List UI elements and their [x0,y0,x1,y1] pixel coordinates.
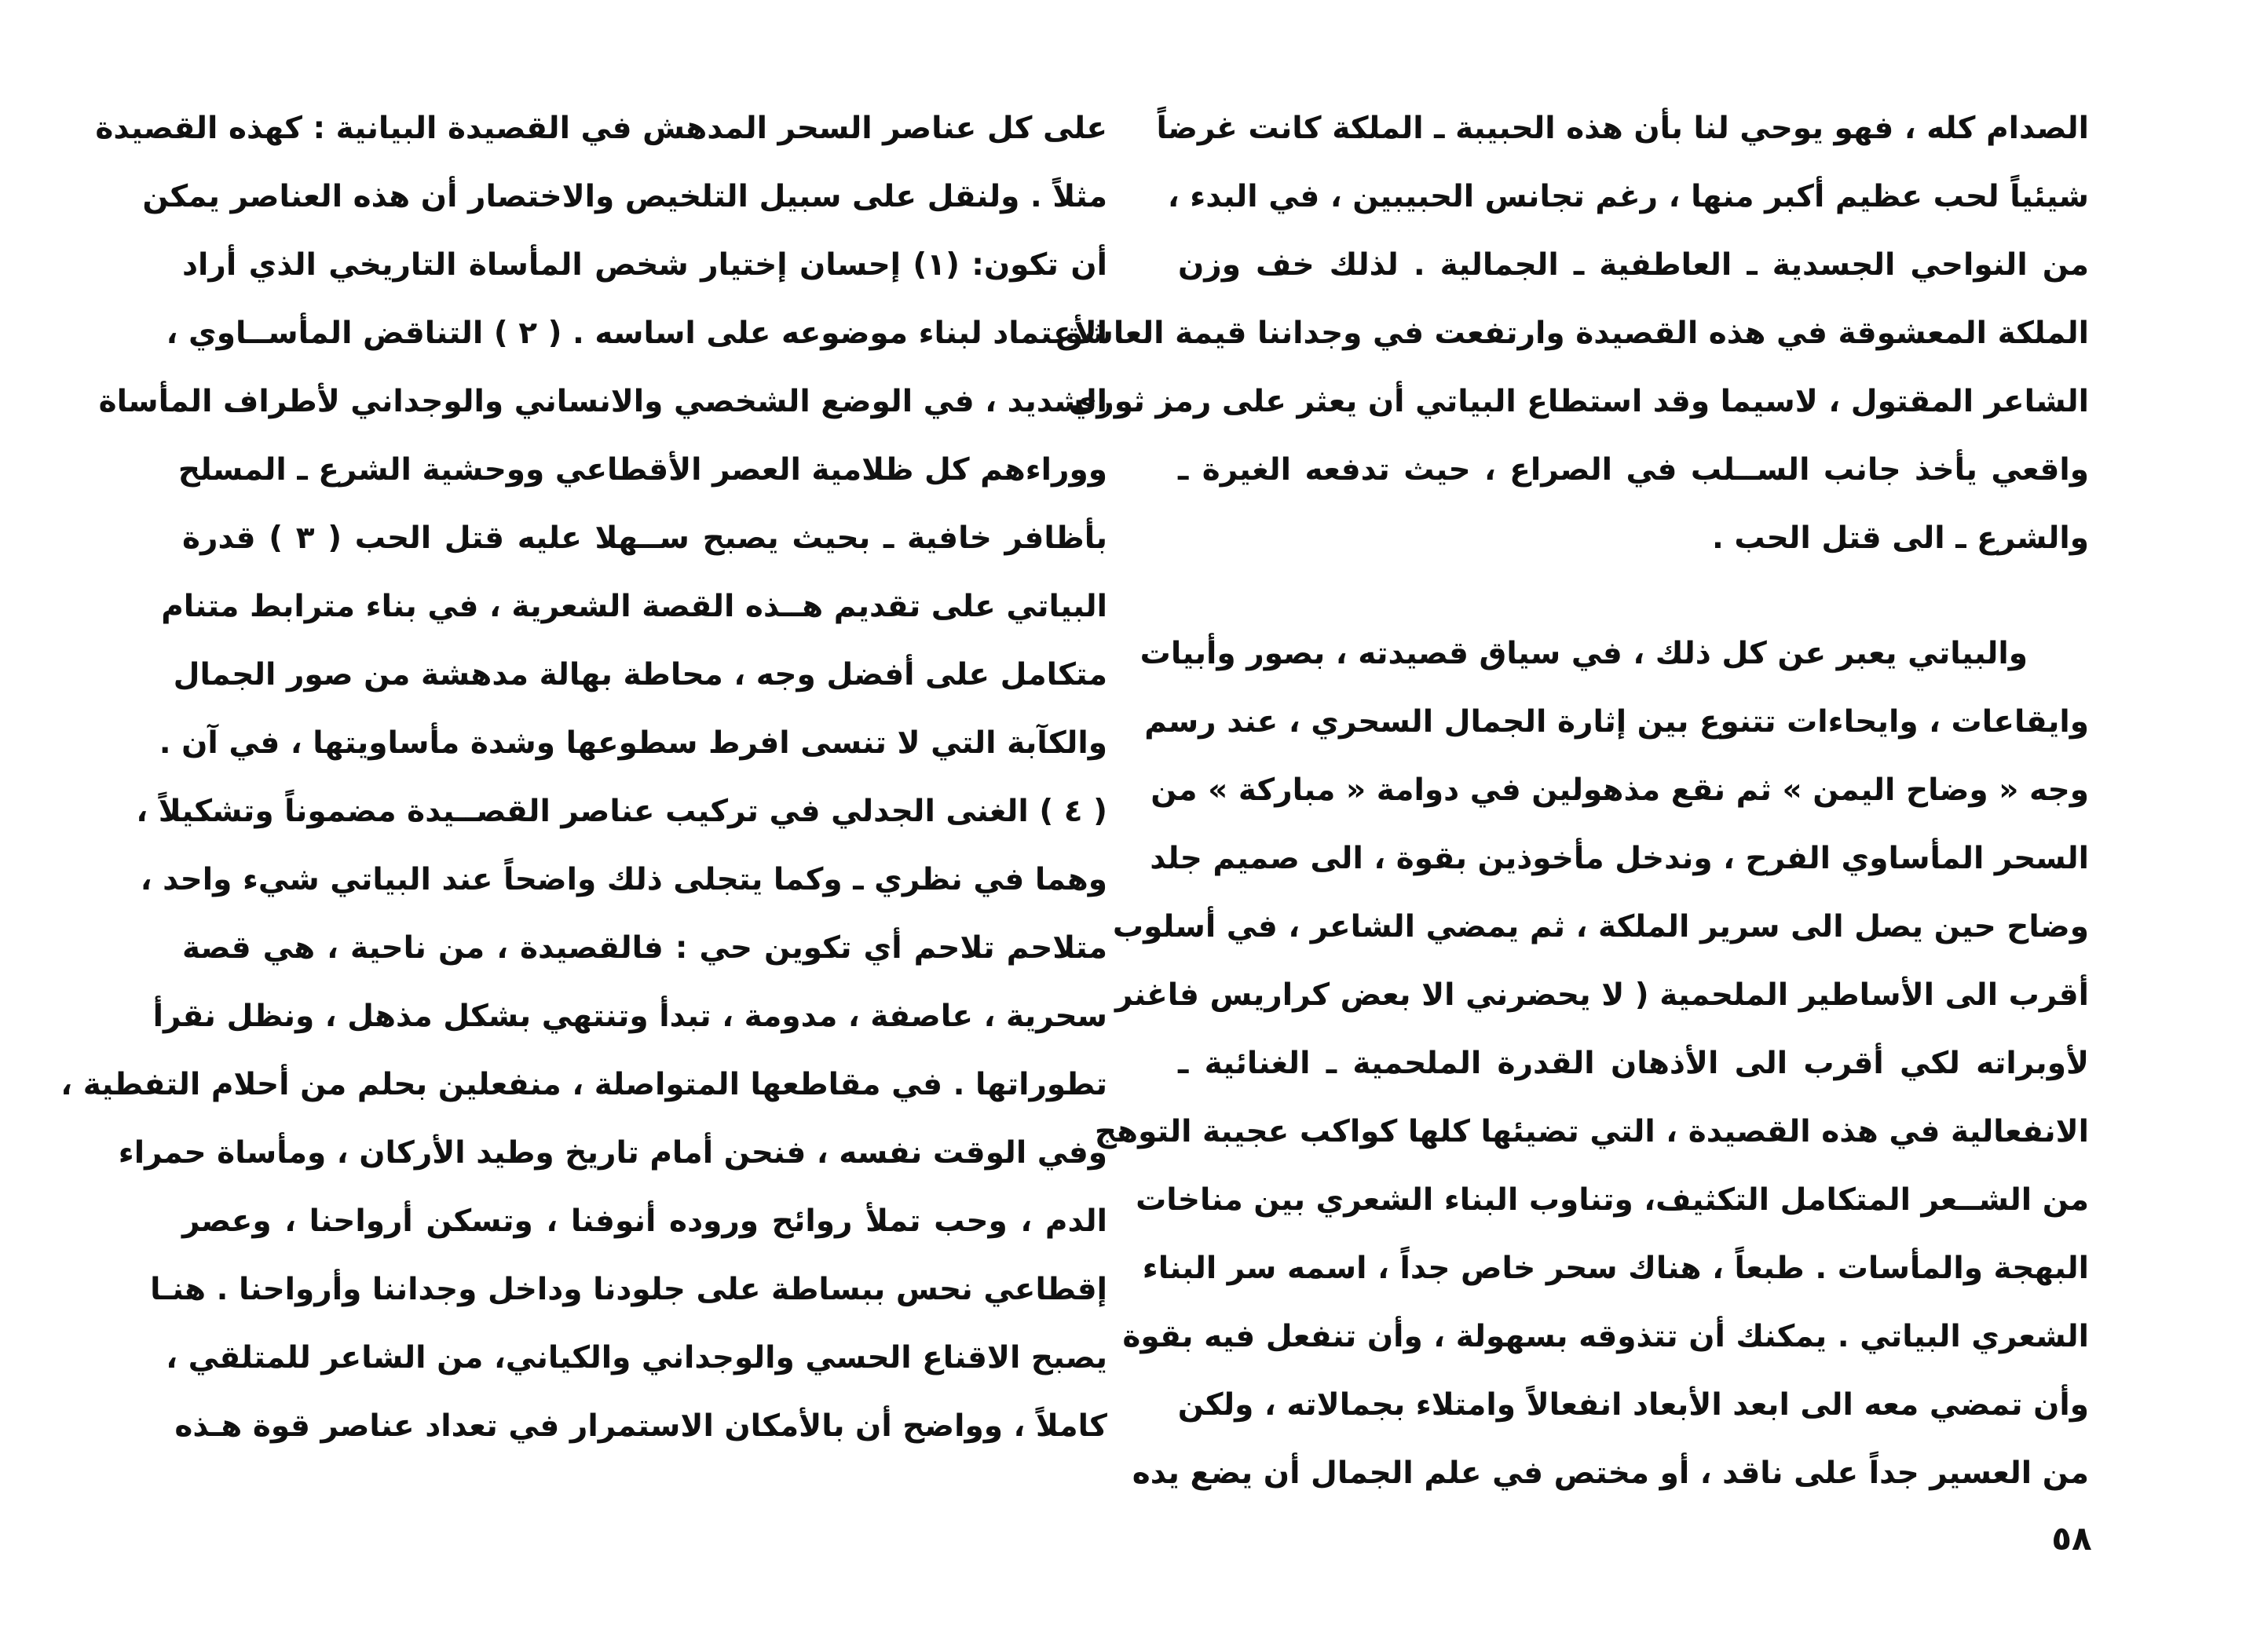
text-line: وضاح حين يصل الى سرير الملكة ، ثم يمضي الشاعر ، في أسلوب [1112,909,2089,944]
text-line: الشعري البياتي . يمكنك أن تتذوقه بسهولة ، وأن تنفعل فيه بقوة [1122,1319,2089,1354]
text-line: والبياتي يعبر عن كل ذلك ، في سياق قصيدته ، بصور وأبيات [1139,636,2028,671]
text-line: من العسير جداً على ناقد ، أو مختص في علم الجمال أن يضع يده [1132,1456,2089,1491]
text-line: على كل عناصر السحر المدهش في القصيدة البيانية : كهذه القصيدة [95,111,1107,146]
text-line: الأعتماد لبناء موضوعه على اساسه . ( ٢ ) التناقض المأســاوي ، [166,316,1107,351]
text-line: الشديد ، في الوضع الشخصي والانساني والوجداني لأطراف المأساة [98,384,1107,419]
text-line: الصدام كله ، فهو يوحي لنا بأن هذه الحبيبة ـ الملكة كانت غرضاً [1156,111,2089,146]
text-line: وأن تمضي معه الى ابعد الأبعاد انفعالاً وامتلاء بجمالاته ، ولكن [1177,1387,2089,1423]
left-page-column [60,94,1107,1460]
text-line: شيئياً لحب عظيم أكبر منها ، رغم تجانس الحبيبين ، في البدء ، [1167,179,2089,214]
text-line: ( ٤ ) الغنى الجدلي في تركيب عناصر القصــيدة مضموناً وتشكيلاً ، [136,794,1107,829]
text-line: وايقاعات ، وايحاءات تتنوع بين إثارة الجمال السحري ، عند رسم [1144,704,2089,740]
text-line: مثلاً . ولنقل على سبيل التلخيص والاختصار أن هذه العناصر يمكن [142,179,1107,214]
text-line: يصبح الاقناع الحسي والوجداني والكياني، من الشاعر للمتلقي ، [166,1340,1107,1375]
text-line: لأوبراته لكي أقرب الى الأذهان القدرة الملحمية ـ الغنائية ـ [1178,1046,2089,1081]
text-line: من النواحي الجسدية ـ العاطفية ـ الجمالية . لذلك خف وزن [1178,247,2089,283]
text-line: متلاحم تلاحم أي تكوين حي : فالقصيدة ، من ناحية ، هي قصة [182,930,1107,966]
text-line: ووراءهم كل ظلامية العصر الأقطاعي ووحشية الشرع ـ المسلح [177,452,1107,488]
text-line: من الشــعر المتكامل التكثيف، وتناوب البناء الشعري بين مناخات [1136,1182,2089,1218]
text-line: وجه « وضاح اليمن » ثم نقع مذهولين في دوامة « مباركة » من [1150,773,2089,808]
text-line: وهما في نظري ـ وكما يتجلى ذلك واضحاً عند البياتي شيء واحد ، [140,862,1107,897]
text-line: أقرب الى الأساطير الملحمية ( لا يحضرني الا بعض كراريس فاغنر [1114,977,2089,1013]
right-page-column [1055,94,2089,1507]
right-paragraph-1 [1055,94,2089,572]
right-paragraph-2 [1094,619,2089,1507]
text-line: واقعي يأخذ جانب الســلب في الصراع ، حيث تدفعه الغيرة ـ [1178,452,2089,488]
text-line: الدم ، وحب تملأ روائح وروده أنوفنا ، وتسكن أرواحنا ، وعصر [182,1204,1107,1239]
text-line: كاملاً ، وواضح أن بالأمكان الاستمرار في تعداد عناصر قوة هـذه [174,1408,1107,1444]
page-number: ٥٨ [2051,1519,2092,1558]
text-line: البياتي على تقديم هــذه القصة الشعرية ، في بناء مترابط متنام [161,589,1107,624]
paragraph-gap [1178,572,2089,619]
text-line: بأظافر خافية ـ بحيث يصبح ســهلا عليه قتل الحب ( ٣ ) قدرة [182,521,1107,556]
text-line: والكآبة التي لا تنسى افرط سطوعها وشدة مأساويتها ، في آن . [159,725,1107,761]
text-line: الشاعر المقتول ، لاسيما وقد استطاع البياتي أن يعثر على رمز ثوري [1068,384,2089,419]
text-line: سحرية ، عاصفة ، مدومة ، تبدأ وتنتهي بشكل مذهل ، ونظل نقرأ [152,999,1107,1034]
text-line: البهجة والمأسات . طبعاً ، هناك سحر خاص جداً ، اسمه سر البناء [1142,1251,2089,1286]
text-line: وفي الوقت نفسه ، فنحن أمام تاريخ وطيد الأركان ، ومأساة حمراء [118,1135,1107,1171]
text-line: والشرع ـ الى قتل الحب . [1711,521,2089,556]
text-line: الملكة المعشوقة في هذه القصيدة وارتفعت في وجداننا قيمة العاشق [1055,316,2089,351]
text-line: الانفعالية في هذه القصيدة ، التي تضيئها كلها كواكب عجيبة التوهج [1094,1114,2089,1149]
text-line: متكامل على أفضل وجه ، محاطة بهالة مدهشة من صور الجمال [173,657,1107,692]
text-line: إقطاعي نحس ببساطة على جلودنا وداخل وجداننا وأرواحنا . هنـا [150,1272,1107,1307]
text-line: السحر المأساوي الفرح ، وندخل مأخوذين بقوة ، الى صميم جلد [1150,841,2089,876]
text-line: أن تكون: (١) إحسان إختيار شخص المأساة التاريخي الذي أراد [182,247,1107,283]
text-line: تطوراتها . في مقاطعها المتواصلة ، منفعلين بحلم من أحلام التفطية ، [60,1067,1107,1102]
